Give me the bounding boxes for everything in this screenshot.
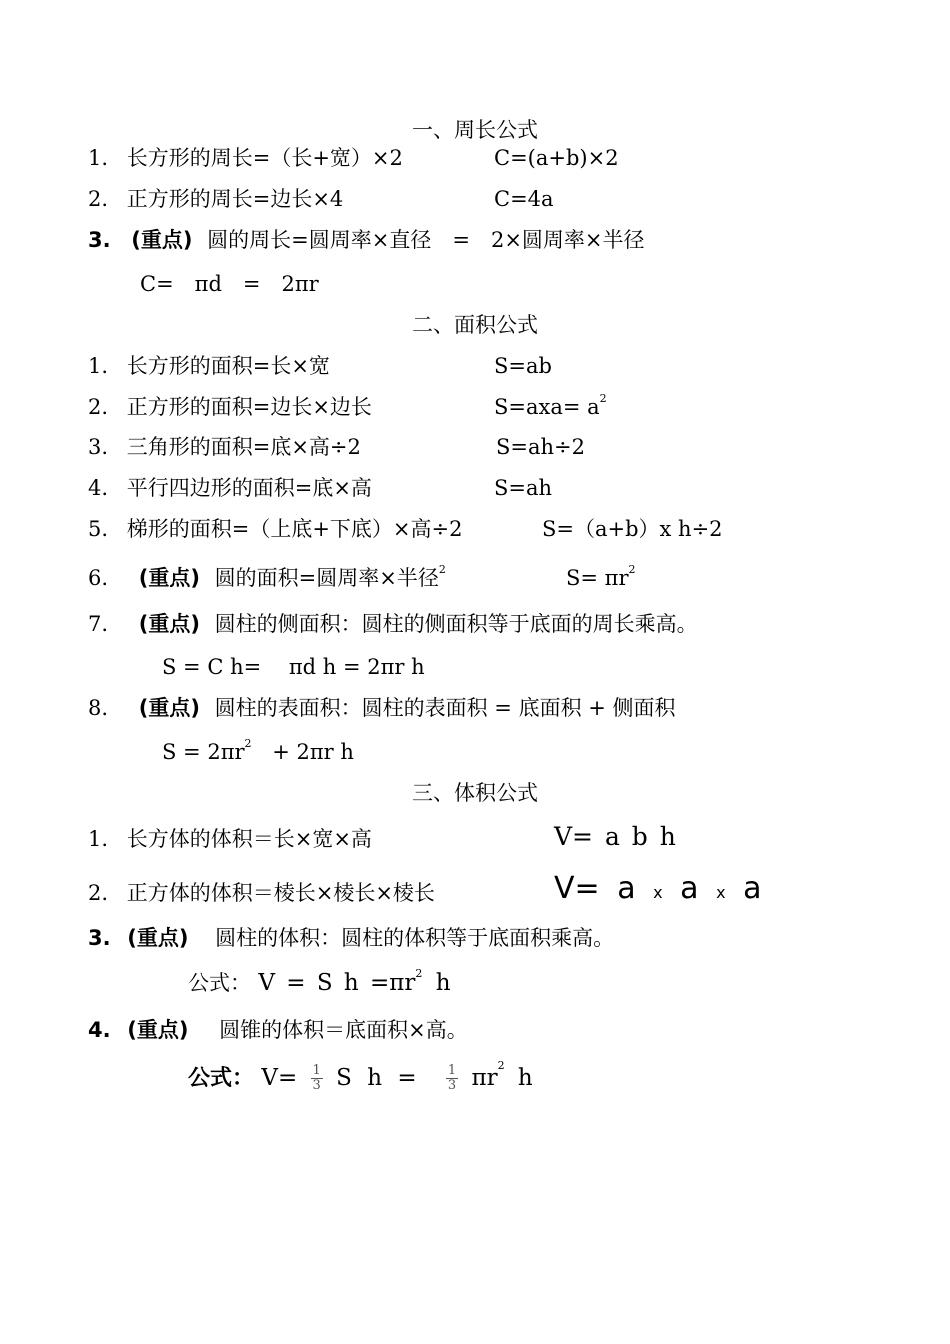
- item-text: 正方体的体积＝棱长×棱长×棱长: [126, 881, 435, 905]
- item-text: 长方体的体积＝长×宽×高: [126, 827, 372, 851]
- item-formula: V= a b h: [554, 822, 676, 851]
- item-formula: C=(a+b)×2: [494, 146, 619, 170]
- formula-part: x: [653, 883, 663, 902]
- formula-part: a: [680, 871, 699, 906]
- list-item: [88, 437, 361, 458]
- formula-part: h: [510, 1064, 533, 1091]
- item-number: 2.: [88, 187, 109, 211]
- item-text: 圆柱的体积：圆柱的体积等于底面积乘高。: [215, 926, 615, 950]
- item-number: 8.: [88, 696, 109, 720]
- formula-part: x: [716, 883, 726, 902]
- formula-part: a: [617, 871, 636, 906]
- text-main: 圆的面积=圆周率×半径: [214, 566, 439, 590]
- formula-part: h: [428, 970, 451, 996]
- section-title-area: 二、面积公式: [412, 313, 538, 337]
- fraction-one-third: [446, 1064, 458, 1094]
- list-item: [88, 478, 372, 499]
- list-item: [88, 698, 676, 719]
- item-text: 圆的周长=圆周率×直径 = 2×圆周率×半径: [207, 228, 645, 252]
- list-item: [88, 356, 330, 377]
- item-number: 2.: [88, 395, 109, 419]
- item-formula: S=ah÷2: [496, 435, 585, 459]
- fraction-one-third: [311, 1064, 323, 1094]
- item-formula: [162, 737, 354, 764]
- formula-part: V=: [261, 1064, 298, 1091]
- item-number: 4.: [88, 476, 109, 500]
- list-item: [88, 829, 372, 850]
- item-number: 6.: [88, 566, 109, 590]
- list-item: [88, 230, 645, 251]
- item-number: 7.: [88, 612, 109, 636]
- list-item: [88, 563, 446, 590]
- formula-part: a: [743, 871, 762, 906]
- item-text: 正方形的面积=边长×边长: [126, 395, 372, 419]
- item-number: 1.: [88, 827, 109, 851]
- formula-part: πr: [471, 1064, 498, 1091]
- item-formula: C= πd = 2πr: [140, 272, 319, 296]
- item-text: 圆柱的表面积：圆柱的表面积 = 底面积 + 侧面积: [214, 696, 676, 720]
- emphasis-tag: (重点): [138, 612, 200, 636]
- list-item: [88, 397, 372, 418]
- list-item: [88, 519, 462, 540]
- list-item: [88, 189, 343, 210]
- item-formula: S = C h= πd h = 2πr h: [162, 655, 425, 679]
- item-text: 正方形的周长=边长×4: [126, 187, 344, 211]
- item-text: 长方形的周长=（长+宽）×2: [126, 146, 403, 170]
- item-formula: [188, 967, 451, 996]
- fraction-denominator: 3: [447, 1078, 457, 1094]
- item-formula: [188, 1059, 533, 1094]
- item-formula: S=（a+b）x h÷2: [542, 517, 723, 541]
- exponent: 2: [438, 563, 446, 576]
- formula-part: V=: [554, 871, 600, 906]
- item-formula: [554, 871, 762, 906]
- exponent: 2: [244, 737, 252, 750]
- section-title-volume: 三、体积公式: [412, 781, 538, 805]
- list-item: [88, 1020, 468, 1041]
- item-formula: C=4a: [494, 187, 554, 211]
- fraction-denominator: 3: [312, 1078, 321, 1094]
- item-text: 三角形的面积=底×高÷2: [126, 435, 361, 459]
- item-number: 2.: [88, 881, 109, 905]
- item-text: 圆柱的侧面积：圆柱的侧面积等于底面的周长乘高。: [214, 612, 698, 636]
- item-number: 1.: [88, 354, 109, 378]
- list-item: [88, 883, 435, 904]
- formula-label: 公式：: [188, 971, 251, 995]
- item-formula: S=ah: [494, 476, 553, 500]
- emphasis-tag: (重点): [138, 566, 200, 590]
- emphasis-tag: (重点): [127, 926, 189, 950]
- item-text: 平行四边形的面积=底×高: [126, 476, 372, 500]
- emphasis-tag: (重点): [138, 696, 200, 720]
- item-number: 3.: [88, 435, 109, 459]
- formula-main: S=axa= a: [494, 395, 600, 419]
- item-number: 4.: [88, 1018, 111, 1042]
- fraction-numerator: 1: [447, 1063, 457, 1078]
- item-number: 5.: [88, 517, 109, 541]
- item-number: 3.: [88, 228, 111, 252]
- list-item: [88, 928, 614, 949]
- item-number: 1.: [88, 146, 109, 170]
- section-title-perimeter: 一、周长公式: [412, 118, 538, 142]
- item-formula: [566, 563, 636, 590]
- emphasis-tag: (重点): [127, 1018, 189, 1042]
- formula-part: S h =: [336, 1064, 417, 1091]
- exponent: 2: [497, 1059, 505, 1072]
- item-text: 长方形的面积=长×宽: [126, 354, 330, 378]
- item-text: 圆锥的体积＝底面积×高。: [219, 1018, 468, 1042]
- list-item: [88, 148, 403, 169]
- item-formula: [494, 392, 607, 419]
- emphasis-tag: (重点): [131, 228, 193, 252]
- exponent: 2: [415, 967, 423, 980]
- formula-label: 公式：: [188, 1065, 255, 1091]
- item-text: [214, 563, 446, 590]
- exponent: 2: [628, 563, 636, 576]
- formula-part: + 2πr h: [265, 740, 354, 764]
- item-text: 梯形的面积=（上底+下底）×高÷2: [126, 517, 463, 541]
- fraction-numerator: 1: [312, 1063, 321, 1078]
- formula-main: S= πr: [566, 566, 629, 590]
- formula-part: V = S h =πr: [258, 970, 416, 996]
- formula-part: S = 2πr: [162, 740, 245, 764]
- list-item: [88, 614, 698, 635]
- item-formula: S=ab: [494, 354, 552, 378]
- item-number: 3.: [88, 926, 111, 950]
- exponent: 2: [599, 392, 607, 405]
